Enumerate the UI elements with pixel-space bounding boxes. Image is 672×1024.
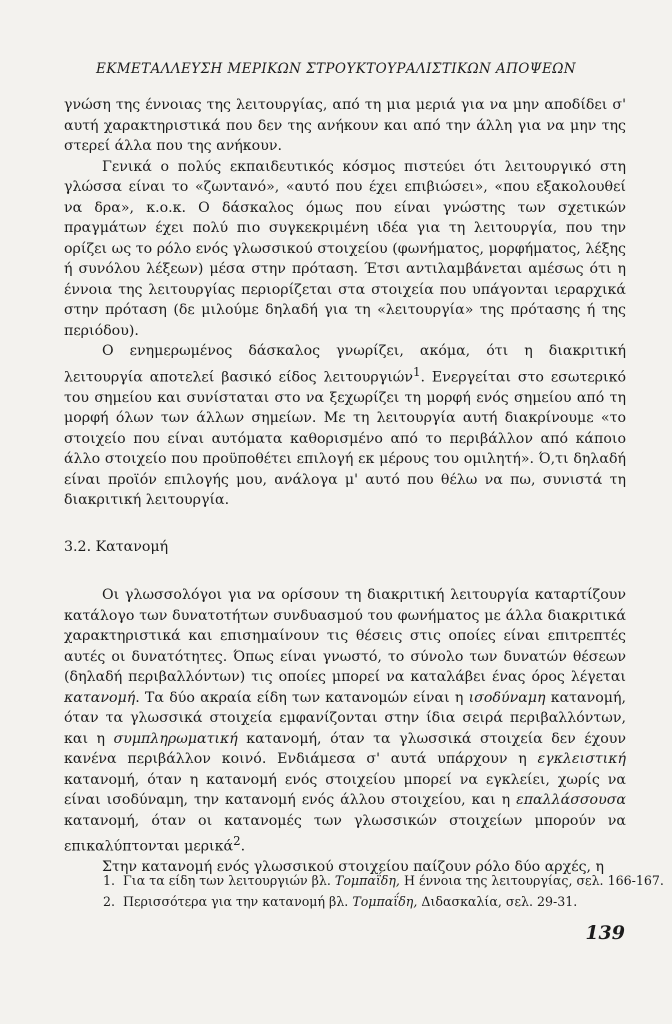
footnote-number: 1. [103,873,116,888]
paragraph-1: γνώση της έννοιας της λειτουργίας, από τη μια μεριά για να μην αποδίδει σ' αυτή χαρακτηριστικά που δεν της ανήκουν και από την άλλη για να μην της στερεί άλλα που της ανήκουν. [64,97,626,154]
section-heading: 3.2. Κατανομή [64,538,169,555]
page-number: 139 [585,922,625,944]
footnote-1 [103,871,664,892]
running-head: ΕΚΜΕΤΑΛΛΕΥΣΗ ΜΕΡΙΚΩΝ ΣΤΡΟΥΚΤΟΥΡΑΛΙΣΤΙΚΩΝ ΑΠΟΨΕΩΝ [95,61,577,77]
paragraph-3 [64,341,626,511]
term-epallassousa: επαλλάσσουσα [516,792,626,809]
footnote-text: Διδασκαλία, σελ. 29-31. [417,893,578,909]
footnote-text: Η έννοια της λειτουργίας, σελ. 166-167. [399,873,664,888]
body-text [64,95,626,878]
p4-text-3: κατανομή, όταν τα γλωσσικά στοιχεία εμφανίζονται στην ίδια σειρά περιβαλλόντων, και η [64,689,626,747]
term-isodynami: ισοδύναμη [468,689,546,706]
footnotes [103,871,664,912]
footnote-author: Τομπαΐδη, [352,893,418,909]
footnote-text: Για τα είδη των λειτουργιών βλ. [123,873,335,888]
footnote-2 [103,892,623,913]
paragraph-3-text-b: . Ενεργείται στο εσωτερικό του σημείου και συνίσταται στο να ξεχωρίζει τη μορφή ενός σημείου από τη μορφή όλων των άλλων σημείων. Με τη λειτουργία αυτή διακρίνουμε «το στοιχείο που είναι αυτόματα καθορισμένο από το περιβάλλον από κάποιο άλλο στοιχείο που προϋποθέτει επιλογή εκ μέρους του ομιλητή». Ό,τι δηλαδή είναι προϊόν επιλογής μου, ανάλογα μ' αυτό που θέλω να πω, συνιστά τη διακριτική λειτουργία. [64,369,626,509]
term-egkleistiki: εγκλειστική [537,751,626,768]
footnote-text: Περισσότερα για την κατανομή βλ. [123,893,353,909]
p4-text-6: κατανομή, όταν οι κατανομές των γλωσσικών στοιχείων μπορούν να επικαλύπτονται μερικά [64,812,626,855]
footnote-number: 2. [103,893,116,909]
paragraph-3-text-a: Ο ενημερωμένος δάσκαλος γνωρίζει, ακόμα, ότι η διακριτική λειτουργία αποτελεί βασικό είδος λειτουργιών [64,343,626,386]
paragraph-5: Στην κατανομή ενός γλωσσικού στοιχείου παίζουν ρόλο δύο αρχές, η [102,859,605,876]
p4-text-5: κατανομή, όταν η κατανομή ενός στοιχείου μπορεί να εγκλείει, χωρίς να είναι ισοδύναμη, την κατανομή ενός άλλου στοιχείου, και η [64,771,626,809]
p4-text-1: Οι γλωσσολόγοι για να ορίσουν τη διακριτική λειτουργία καταρτίζουν κατάλογο των δυνατοτήτων συνδυασμού του φωνήματος με άλλα διακριτικά χαρακτηριστικά και επισημαίνουν τις θέσεις στις οποίες είναι επιτρεπτές αυτές οι δυνατότητες. Όπως είναι γνωστό, το σύνολο των δυνατών θέσεων (δηλαδή περιβαλλόντων) τις οποίες μπορεί να καταλάβει ένας όρος λέγεται [64,587,626,686]
p4-text-4: κατανομή, όταν τα γλωσσικά στοιχεία δεν έχουν κανένα περιβάλλον κοινό. Ενδιάμεσα σ' αυτά υπάρχουν η [64,730,626,768]
footnote-author: Τομπαΐδη, [334,873,400,888]
p4-text-7: . [240,838,246,855]
paragraph-4 [64,585,626,857]
p4-text-2: . Τα δύο ακραία είδη των κατανομών είναι η [135,689,469,706]
footnote-ref-1: 1 [412,364,421,379]
footnote-ref-2: 2 [233,834,241,849]
paragraph-2: Γενικά ο πολύς εκπαιδευτικός κόσμος πιστεύει ότι λειτουργικό στη γλώσσα είναι το «ζωντανό», «αυτό που έχει επιβιώσει», «που εξακολουθεί να δρα», κ.ο.κ. Ο δάσκαλος όμως που είναι γνώστης των σχετικών πραγμάτων έχει πολύ πιο συγκεκριμένη ιδέα για τη λειτουργία, που την ορίζει ως το ρόλο ενός γλωσσικού στοιχείου (φωνήματος, μορφήματος, λέξης ή συνόλου λέξεων) μέσα στην πρόταση. Έτσι αντιλαμβάνεται αμέσως ότι η έννοια της λειτουργίας περιορίζεται στα στοιχεία που υπάγονται ιεραρχικά στην πρόταση (δε μιλούμε δηλαδή για τη «λειτουργία» της πρότασης ή της περιόδου). [64,158,626,339]
term-symplirwmatiki: συμπληρωματική [113,730,238,747]
term-katanomi: κατανομή [64,689,136,706]
